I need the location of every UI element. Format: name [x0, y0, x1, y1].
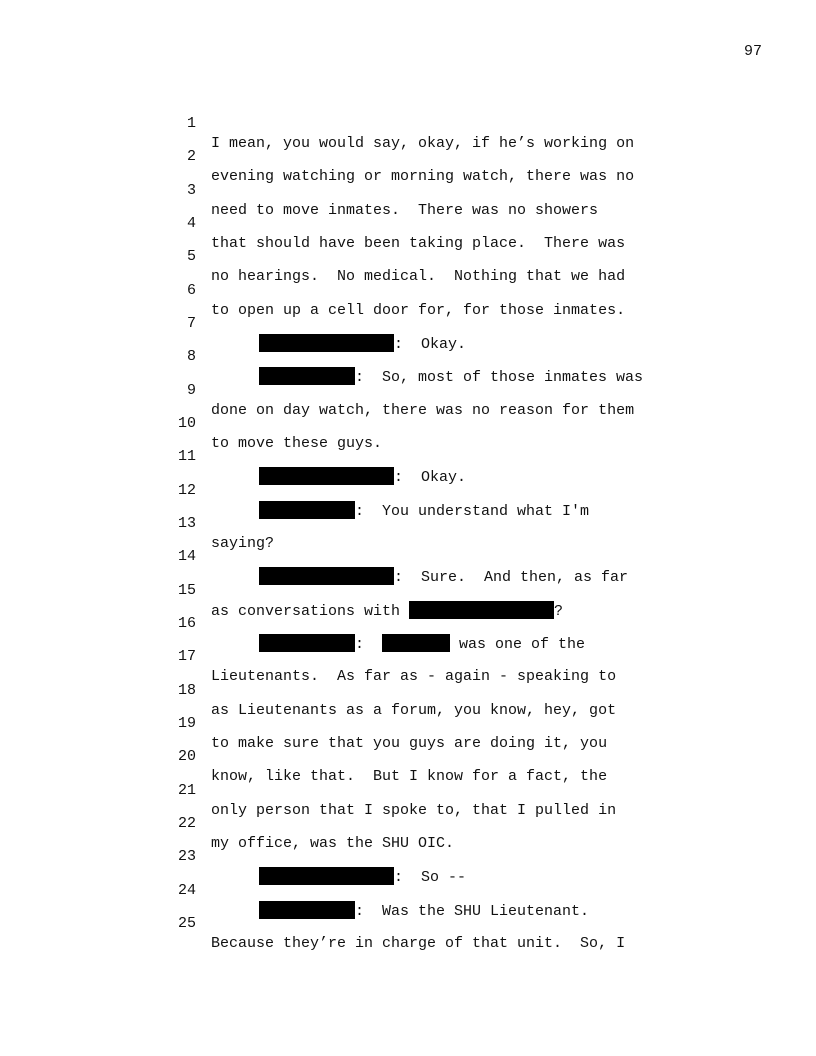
line-number: 21 [177, 782, 196, 799]
redaction-block [259, 467, 394, 485]
redaction-block [259, 867, 394, 885]
speaker-text: : Okay. [394, 336, 467, 353]
transcript-line [0, 494, 275, 552]
transcript-line [0, 94, 635, 152]
line-text: evening watching or morning watch, there was no [211, 168, 635, 185]
speaker-text: : So -- [394, 869, 467, 886]
line-text-start: as conversations with [211, 603, 410, 620]
line-text: only person that I spoke to, that I pulled in [211, 802, 617, 819]
line-number: 7 [186, 315, 196, 332]
line-number: 4 [186, 215, 196, 232]
line-number: 16 [177, 615, 196, 632]
speaker-text: : Okay. [394, 469, 467, 486]
line-number: 10 [177, 415, 196, 432]
line-number: 20 [177, 748, 196, 765]
line-number: 22 [177, 815, 196, 832]
speaker-text: was one of the [450, 636, 586, 653]
line-number: 11 [177, 448, 196, 465]
line-text [259, 501, 589, 522]
line-number: 18 [177, 682, 196, 699]
line-text [259, 634, 585, 655]
redaction-block [259, 567, 394, 585]
line-text-end: ? [554, 603, 564, 620]
line-number: 15 [177, 582, 196, 599]
line-text [211, 601, 563, 622]
line-number: 1 [186, 115, 196, 132]
line-text: done on day watch, there was no reason for them [211, 402, 635, 419]
line-number: 25 [177, 915, 196, 932]
redaction-block [259, 367, 355, 385]
line-text: my office, was the SHU OIC. [211, 835, 455, 852]
line-number: 5 [186, 248, 196, 265]
speaker-colon: : [355, 636, 383, 653]
line-text [259, 467, 466, 488]
redaction-block [409, 601, 554, 619]
line-text [259, 867, 466, 888]
line-number: 23 [177, 848, 196, 865]
line-text: that should have been taking place. There was [211, 235, 626, 252]
speaker-text: : You understand what I'm [355, 503, 590, 520]
line-text [259, 567, 628, 588]
transcript-line [0, 394, 383, 452]
line-number: 12 [177, 482, 196, 499]
line-number: 13 [177, 515, 196, 532]
redaction-block [259, 334, 394, 352]
line-text: know, like that. But I know for a fact, the [211, 768, 608, 785]
redaction-block [382, 634, 450, 652]
speaker-text: : So, most of those inmates was [355, 369, 644, 386]
line-text: Because they’re in charge of that unit. So, I [211, 935, 626, 952]
line-number: 19 [177, 715, 196, 732]
line-text: need to move inmates. There was no showers [211, 202, 599, 219]
line-text: to make sure that you guys are doing it, you [211, 735, 608, 752]
line-number: 17 [177, 648, 196, 665]
line-number: 3 [186, 182, 196, 199]
line-number: 2 [186, 148, 196, 165]
speaker-text: : Sure. And then, as far [394, 569, 629, 586]
line-number: 24 [177, 882, 196, 899]
line-number: 6 [186, 282, 196, 299]
line-text [259, 367, 643, 388]
line-text: Lieutenants. As far as - again - speaking to [211, 668, 617, 685]
line-text: to move these guys. [211, 435, 383, 452]
line-text: as Lieutenants as a forum, you know, hey, got [211, 702, 617, 719]
page-number: 97 [744, 43, 763, 60]
redaction-block [259, 501, 355, 519]
line-text: no hearings. No medical. Nothing that we had [211, 268, 626, 285]
line-number: 8 [186, 348, 196, 365]
line-text: saying? [211, 535, 275, 552]
line-number: 14 [177, 548, 196, 565]
redaction-block [259, 901, 355, 919]
line-text [259, 901, 589, 922]
line-number: 9 [186, 382, 196, 399]
redaction-block [259, 634, 355, 652]
line-text: to open up a cell door for, for those inmates. [211, 302, 626, 319]
speaker-text: : Was the SHU Lieutenant. [355, 903, 590, 920]
line-text [259, 334, 466, 355]
line-text: I mean, you would say, okay, if he’s working on [211, 135, 635, 152]
